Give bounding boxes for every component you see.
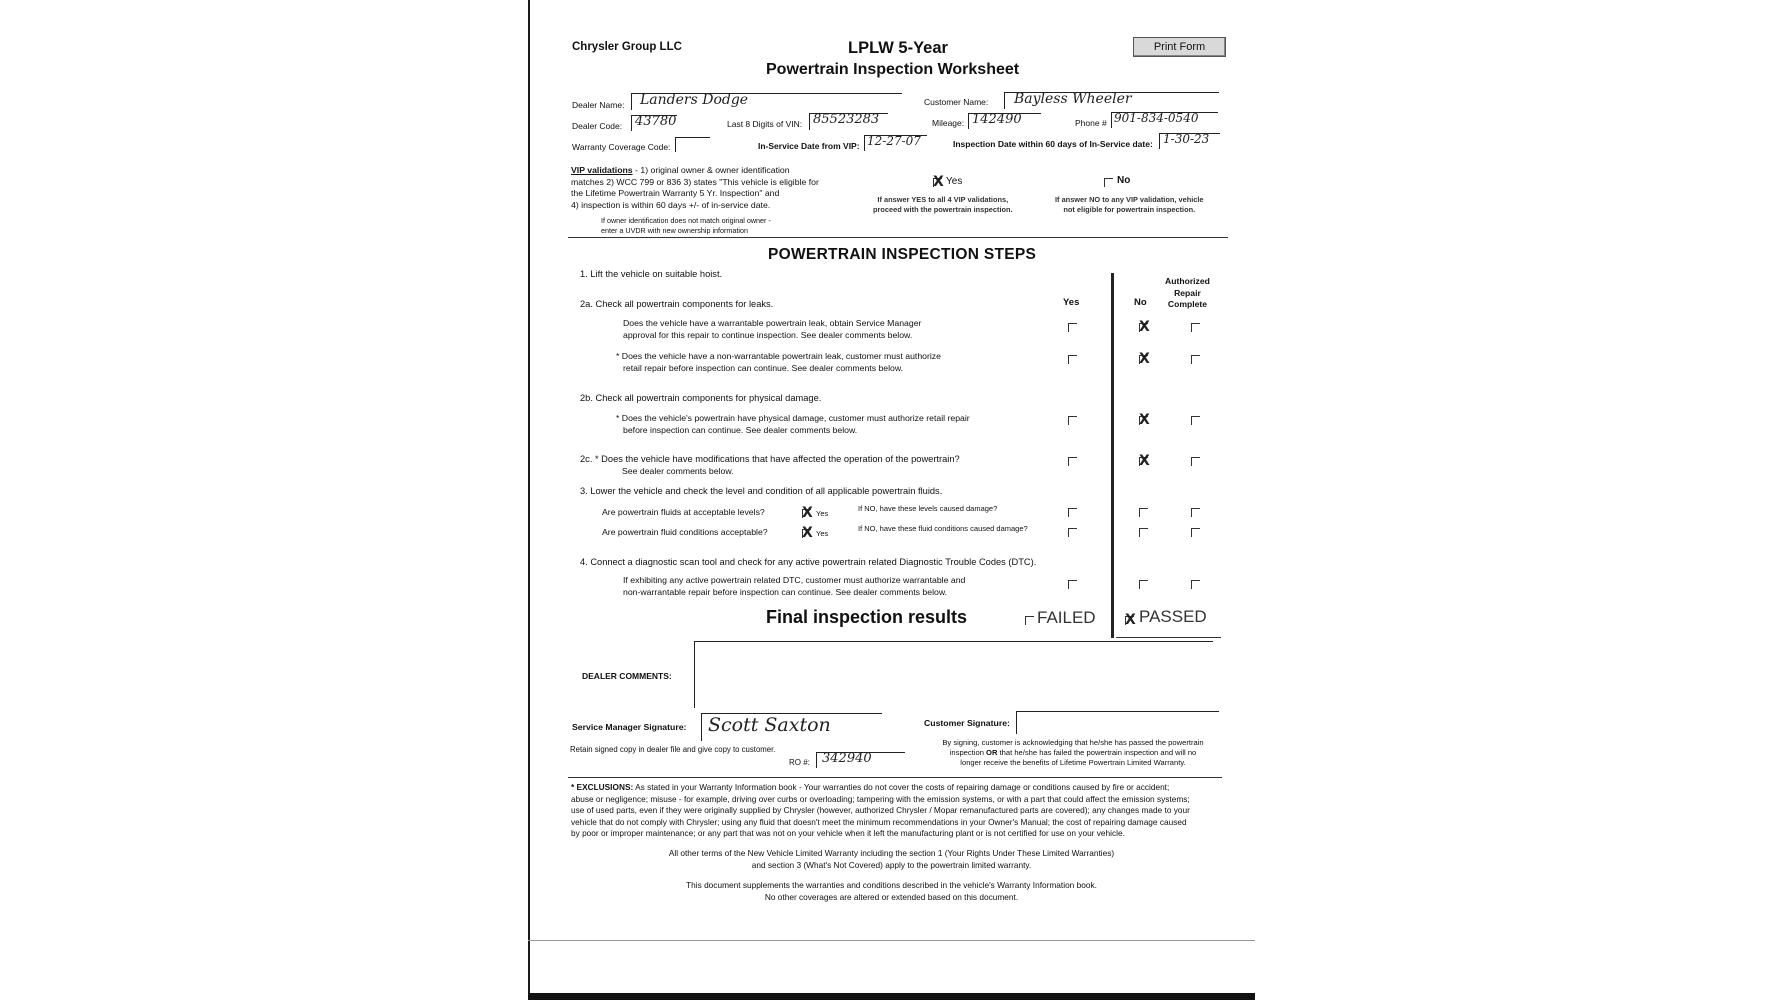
yes-column-header: Yes bbox=[1063, 297, 1080, 308]
failed-checkbox[interactable] bbox=[1025, 616, 1034, 625]
customer-acknowledgement-note: By signing, customer is acknowledging that he/she has passed the powertrain inspection OR that he/she has failed the powertrain inspection and will no longer receive the benefits of Lifetime Powertrain Limited Warranty. bbox=[942, 738, 1204, 767]
3-q1-repair-checkbox[interactable] bbox=[1191, 508, 1200, 517]
vip-no-note: If answer NO to any VIP validation, vehicle not eligible for powertrain inspection. bbox=[1055, 195, 1204, 214]
step-3-question-2: Are powertrain fluid conditions acceptable? bbox=[602, 527, 768, 537]
mileage-value: 142490 bbox=[972, 112, 1022, 127]
in-service-value: 12-27-07 bbox=[867, 134, 921, 148]
2b-yes-checkbox[interactable] bbox=[1068, 416, 1077, 425]
retain-copy-note: Retain signed copy in dealer file and give copy to customer. bbox=[570, 745, 776, 754]
4-no-checkbox[interactable] bbox=[1139, 580, 1148, 589]
step-4-question-1: If exhibiting any active powertrain related DTC, customer must authorize warrantable and non-warrantable repair before inspection can continue. See dealer comments below. bbox=[623, 575, 966, 597]
vip-no-checkbox[interactable] bbox=[1104, 178, 1113, 187]
2a-q1-yes-checkbox[interactable] bbox=[1068, 323, 1077, 332]
no-column-header: No bbox=[1134, 297, 1147, 308]
exclusions-divider bbox=[568, 777, 1222, 778]
step-2a-question-1: Does the vehicle have a warrantable powertrain leak, obtain Service Manager approval for this repair to continue inspection. See dealer comments below. bbox=[623, 318, 922, 340]
step-1: 1. Lift the vehicle on suitable hoist. bbox=[580, 269, 723, 279]
3-q2-repair-checkbox[interactable] bbox=[1191, 528, 1200, 537]
vip-no-label: No bbox=[1117, 175, 1131, 186]
service-manager-signature-label: Service Manager Signature: bbox=[572, 722, 687, 732]
step-2a-question-2: * Does the vehicle have a non-warrantable powertrain leak, customer must authorize retail repair before inspection can continue. See dealer comments below. bbox=[616, 351, 941, 373]
3-q2-yes-checkbox[interactable] bbox=[1068, 528, 1077, 537]
vip-yes-checkbox[interactable] bbox=[933, 178, 942, 187]
2b-repair-checkbox[interactable] bbox=[1191, 416, 1200, 425]
step-2a: 2a. Check all powertrain components for leaks. bbox=[580, 299, 774, 309]
warranty-code-label: Warranty Coverage Code: bbox=[572, 142, 671, 152]
step-2b: 2b. Check all powertrain components for physical damage. bbox=[580, 393, 822, 403]
page-bottom-edge bbox=[528, 993, 1255, 1000]
print-form-button[interactable]: Print Form bbox=[1133, 37, 1226, 57]
vip-yes-label: Yes bbox=[946, 176, 963, 187]
3-q2-inline-yes-checkbox[interactable] bbox=[802, 529, 811, 538]
vin-label: Last 8 Digits of VIN: bbox=[727, 119, 803, 129]
2a-q2-repair-checkbox[interactable] bbox=[1191, 355, 1200, 364]
vip-owner-note: If owner identification does not match original owner - enter a UVDR with new ownership information bbox=[601, 216, 771, 235]
phone-label: Phone # bbox=[1075, 118, 1107, 128]
passed-checkbox[interactable] bbox=[1125, 616, 1134, 625]
2c-no-checkbox[interactable] bbox=[1139, 457, 1148, 466]
4-yes-checkbox[interactable] bbox=[1068, 580, 1077, 589]
ro-label: RO #: bbox=[789, 758, 810, 767]
3-q1-yes-checkbox[interactable] bbox=[1068, 508, 1077, 517]
2a-q2-yes-checkbox[interactable] bbox=[1068, 355, 1077, 364]
2a-q1-no-checkbox[interactable] bbox=[1139, 323, 1148, 332]
2a-q1-repair-checkbox[interactable] bbox=[1191, 323, 1200, 332]
failed-label: FAILED bbox=[1037, 608, 1096, 627]
dealer-comments-label: DEALER COMMENTS: bbox=[582, 671, 672, 681]
2c-repair-checkbox[interactable] bbox=[1191, 457, 1200, 466]
inspection-date-label: Inspection Date within 60 days of In-Service date: bbox=[953, 139, 1153, 149]
4-repair-checkbox[interactable] bbox=[1191, 580, 1200, 589]
customer-signature-label: Customer Signature: bbox=[924, 718, 1010, 728]
3-q2-no-checkbox[interactable] bbox=[1139, 528, 1148, 537]
ro-value: 342940 bbox=[822, 751, 872, 766]
results-underline bbox=[1116, 637, 1221, 638]
2b-no-checkbox[interactable] bbox=[1139, 416, 1148, 425]
customer-name-label: Customer Name: bbox=[924, 97, 989, 107]
2a-q2-no-checkbox[interactable] bbox=[1139, 355, 1148, 364]
step-3: 3. Lower the vehicle and check the level and condition of all applicable powertrain fluids. bbox=[580, 486, 943, 496]
phone-value: 901-834-0540 bbox=[1114, 111, 1199, 125]
worksheet-page bbox=[528, 0, 1255, 1000]
document-supplement-note: This document supplements the warranties and conditions described in the vehicle's Warranty Information book. No other coverages are altered or extended based on this document. bbox=[686, 880, 1097, 902]
vip-divider bbox=[568, 237, 1228, 238]
step-3-question-1: Are powertrain fluids at acceptable levels? bbox=[602, 507, 765, 517]
form-title: LPLW 5-Year bbox=[848, 39, 948, 57]
vip-yes-note: If answer YES to all 4 VIP validations, proceed with the powertrain inspection. bbox=[873, 195, 1013, 214]
dealer-code-label: Dealer Code: bbox=[572, 121, 623, 131]
authorized-repair-header: Authorized Repair Complete bbox=[1165, 276, 1210, 309]
3-q1-no-checkbox[interactable] bbox=[1139, 508, 1148, 517]
dealer-name-label: Dealer Name: bbox=[572, 100, 625, 110]
vip-heading: VIP validations bbox=[571, 165, 633, 175]
3-q1-inline-yes-checkbox[interactable] bbox=[802, 509, 811, 518]
mileage-label: Mileage: bbox=[932, 118, 965, 128]
inspection-date-value: 1-30-23 bbox=[1163, 132, 1210, 146]
customer-name-value: Bayless Wheeler bbox=[1014, 91, 1132, 107]
customer-signature-field[interactable] bbox=[1016, 711, 1219, 734]
3-q2-inline-yes-label: Yes bbox=[816, 529, 829, 538]
dealer-code-value: 43780 bbox=[635, 114, 677, 129]
dealer-comments-field[interactable] bbox=[694, 641, 1213, 708]
service-manager-signature-value: Scott Saxton bbox=[708, 714, 831, 736]
form-subtitle: Powertrain Inspection Worksheet bbox=[766, 61, 1020, 78]
warranty-terms-note: All other terms of the New Vehicle Limited Warranty including the section 1 (Your Rights Under These Limited Warranties) and section 3 (What's Not Covered) apply to the powertrain limited warranty. bbox=[668, 848, 1115, 870]
passed-label: PASSED bbox=[1139, 607, 1207, 626]
final-results-heading: Final inspection results bbox=[766, 607, 968, 627]
in-service-label: In-Service Date from VIP: bbox=[758, 141, 860, 151]
step-3-question-1-if-no: If NO, have these levels caused damage? bbox=[858, 504, 998, 513]
warranty-code-field[interactable] bbox=[675, 137, 710, 152]
exclusions-text: * EXCLUSIONS: As stated in your Warranty Information book - Your warranties do not cover the costs of repairing damage or conditions caused by fire or accident; abuse or negligence; misuse - for example, driving over curbs or overloading; tampering with the emission systems, or with a part that could affect the emission systems; use of used parts, even if they were originally supplied by Chrysler (however, authorized Chrysler / Mopar remanufactured parts are covered); any changes made to your vehicle that do not comply with Chrysler; using any fluid that doesn't meet the minimum recommendations in your Owner's Manual; the cost of repairing damage caused by poor or improper maintenance; or any part that was not on your vehicle when it left the manufacturing plant or is not certified for use on your vehicle. bbox=[571, 782, 1190, 839]
vip-validations-text: VIP validations - 1) original owner & owner identification matches 2) WCC 799 or 836 3) states "This vehicle is eligible for the Lifetime Powertrain Warranty 5 Yr. Inspection" and 4) inspection is within 60 days +/- of in-service date. bbox=[571, 165, 819, 210]
step-3-question-2-if-no: If NO, have these fluid conditions caused damage? bbox=[858, 524, 1028, 533]
step-2b-question-1: * Does the vehicle's powertrain have physical damage, customer must authorize retail repair before inspection can continue. See dealer comments below. bbox=[616, 413, 970, 435]
step-4: 4. Connect a diagnostic scan tool and check for any active powertrain related Diagnostic Trouble Codes (DTC). bbox=[580, 557, 1037, 567]
steps-heading: POWERTRAIN INSPECTION STEPS bbox=[768, 246, 1037, 263]
dealer-name-value: Landers Dodge bbox=[640, 92, 749, 108]
3-q1-inline-yes-label: Yes bbox=[816, 509, 829, 518]
company-name: Chrysler Group LLC bbox=[572, 41, 682, 53]
page-bottom-rule bbox=[528, 940, 1255, 941]
vin-value: 85523283 bbox=[813, 112, 880, 127]
step-2c: 2c. * Does the vehicle have modifications that have affected the operation of the powertrain? See dealer comments below. bbox=[580, 454, 960, 476]
2c-yes-checkbox[interactable] bbox=[1068, 457, 1077, 466]
column-divider bbox=[1111, 273, 1114, 638]
exclusions-heading: * EXCLUSIONS: bbox=[571, 782, 634, 792]
